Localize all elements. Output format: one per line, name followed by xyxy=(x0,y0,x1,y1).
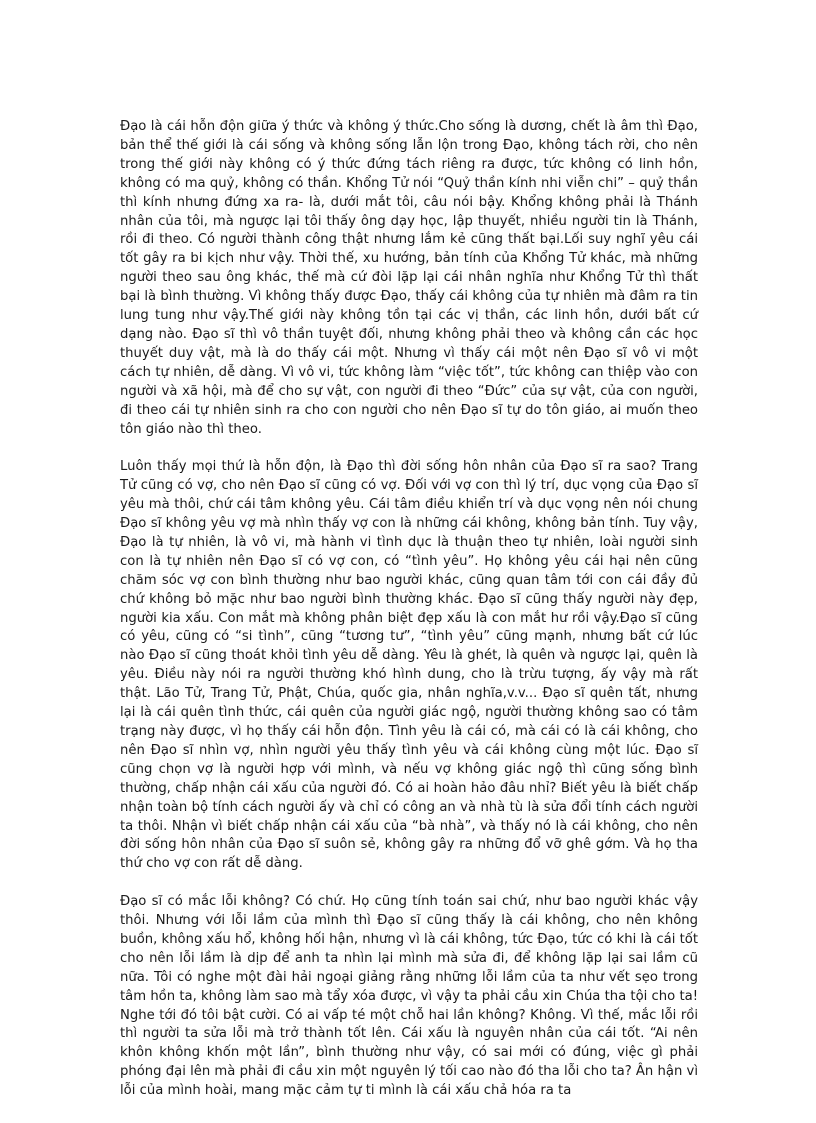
paragraph-3: Đạo sĩ có mắc lỗi không? Có chứ. Họ cũng tính toán sai chứ, như bao người khác vậy thôi. Nhưng với lỗi lầm của mình thì Đạo sĩ cũng thấy là cái không, cho nên không buồn, không xấu hổ, không hối hận, nhưng vì là cái không, tức Đạo, tức có khi là cái tốt cho nên lỗi lầm là dịp để anh ta nhìn lại mình mà sửa đi, để không lặp lại sai lầm cũ nữa. Tôi có nghe một đài hải ngoại giảng rằng những lỗi lầm của ta như vết sẹo trong tâm hồn ta, không làm sao mà tẩy xóa được, vì vậy ta phải cầu xin Chúa tha tội cho ta! Nghe tới đó tôi bật cười. Có ai vấp té một chỗ hai lần không? Không. Vì thế, mắc lỗi rồi thì người ta sửa lỗi mà trở thành tốt lên. Cái xấu là nguyên nhân của cái tốt. “Ai nên khôn không khốn một lần”, bình thường như vậy, có sai mới có đúng, việc gì phải phóng đại lên mà phải đi cầu xin một nguyên lý tối cao nào đó tha lỗi cho ta? Ân hận vì lỗi của mình hoài, mang mặc cảm tự ti mình là cái xấu chả hóa ra ta xyxy=(120,894,698,1099)
document-page xyxy=(120,118,698,1120)
paragraph-2: Luôn thấy mọi thứ là hỗn độn, là Đạo thì đời sống hôn nhân của Đạo sĩ ra sao? Trang Tử cũng có vợ, cho nên Đạo sĩ cũng có vợ. Đối với vợ con thì lý trí, dục vọng của Đạo sĩ yêu mà thôi, chứ cái tâm không yêu. Cái tâm điều khiển trí và dục vọng nên nói chung Đạo sĩ không yêu vợ mà nhìn thấy vợ con là những cái không, không bản tính. Tuy vậy, Đạo là tự nhiên, là vô vi, mà hành vi tình dục là thuận theo tự nhiên, loài người sinh con là tự nhiên nên Đạo sĩ có vợ con, có “tình yêu”. Họ không yêu cái hại nên cũng chăm sóc vợ con bình thường như bao người khác, cũng quan tâm tới con cái đầy đủ chứ không bỏ mặc như bao người bình thường khác. Đạo sĩ cũng thấy người này đẹp, người kia xấu. Con mắt mà không phân biệt đẹp xấu là con mắt hư rồi vậy.Đạo sĩ cũng có yêu, cũng có “si tình”, cũng “tương tư”, “tình yêu” cũng mạnh, nhưng bất cứ lúc nào Đạo sĩ cũng thoát khỏi tình yêu dễ dàng. Yêu là ghét, là quên và ngược lại, quên là yêu. Điều này nói ra người thường khó hình dung, cho là trừu tượng, ấy vậy mà rất thật. Lão Tử, Trang Tử, Phật, Chúa, quốc gia, nhân nghĩa,v.v... Đạo sĩ quên tất, nhưng lại là cái quên tình thức, cái quên của người giác ngộ, người thường không sao có tâm trạng này được, vì họ thấy cái hỗn độn. Tình yêu là cái có, mà cái có là cái không, cho nên Đạo sĩ nhìn vợ, nhìn người yêu thấy tình yêu và cái không cùng một lúc. Đạo sĩ cũng chọn vợ là người hợp với mình, và nếu vợ không giác ngộ thì cũng sống bình thường, chấp nhận cái xấu của người đó. Có ai hoàn hảo đâu nhỉ? Biết yêu là biết chấp nhận toàn bộ tính cách người ấy và chỉ có công an và nhà tù là sửa đổi tính cách người ta thôi. Nhận vì biết chấp nhận cái xấu của “bà nhà”, và thấy nó là cái không, cho nên đời sống hôn nhân của Đạo sĩ suôn sẻ, không gây ra những đổ vỡ ghê gớm. Và họ tha thứ cho vợ con rất dễ dàng. xyxy=(120,459,698,872)
paragraph-1: Đạo là cái hỗn độn giữa ý thức và không ý thức.Cho sống là dương, chết là âm thì Đạo, bản thể thế giới là cái sống và không sống lẫn lộn trong Đạo, không tách rời, cho nên trong thế giới này không có ý thức đứng tách riêng ra được, tức không có linh hồn, không có ma quỷ, không có thần. Khổng Tử nói “Quỷ thần kính nhi viễn chi” – quỷ thần thì kính nhưng đứng xa ra- là, dưới mắt tôi, câu nói bậy. Khổng không phải là Thánh nhân của tôi, mà ngược lại tôi thấy ông dạy học, lập thuyết, nhiều người tin là Thánh, rồi đi theo. Có người thành công thật nhưng lắm kẻ cũng thất bại.Lối suy nghĩ yêu cái tốt gây ra bi kịch như vậy. Thời thế, xu hướng, bản tính của Khổng Tử khác, mà những người theo sau ông khác, thế mà cứ đòi lặp lại cái nhân nghĩa như Khổng Tử thì thất bại là bình thường. Vì không thấy được Đạo, thấy cái không của tự nhiên mà đâm ra tin lung tung như vậy.Thế giới này không tồn tại các vị thần, các linh hồn, dưới bất cứ dạng nào. Đạo sĩ thì vô thần tuyệt đối, nhưng không phải theo và không cần các học thuyết duy vật, mà là do thấy cái một. Nhưng vì thấy cái một nên Đạo sĩ vô vi một cách tự nhiên, dễ dàng. Vì vô vi, tức không làm “việc tốt”, tức không can thiệp vào con người và xã hội, mà để cho sự vật, con người đi theo “Đức” của sự vật, của con người, đi theo cái tự nhiên sinh ra cho con người cho nên Đạo sĩ tự do tôn giáo, ai muốn theo tôn giáo nào thì theo. xyxy=(120,119,698,437)
